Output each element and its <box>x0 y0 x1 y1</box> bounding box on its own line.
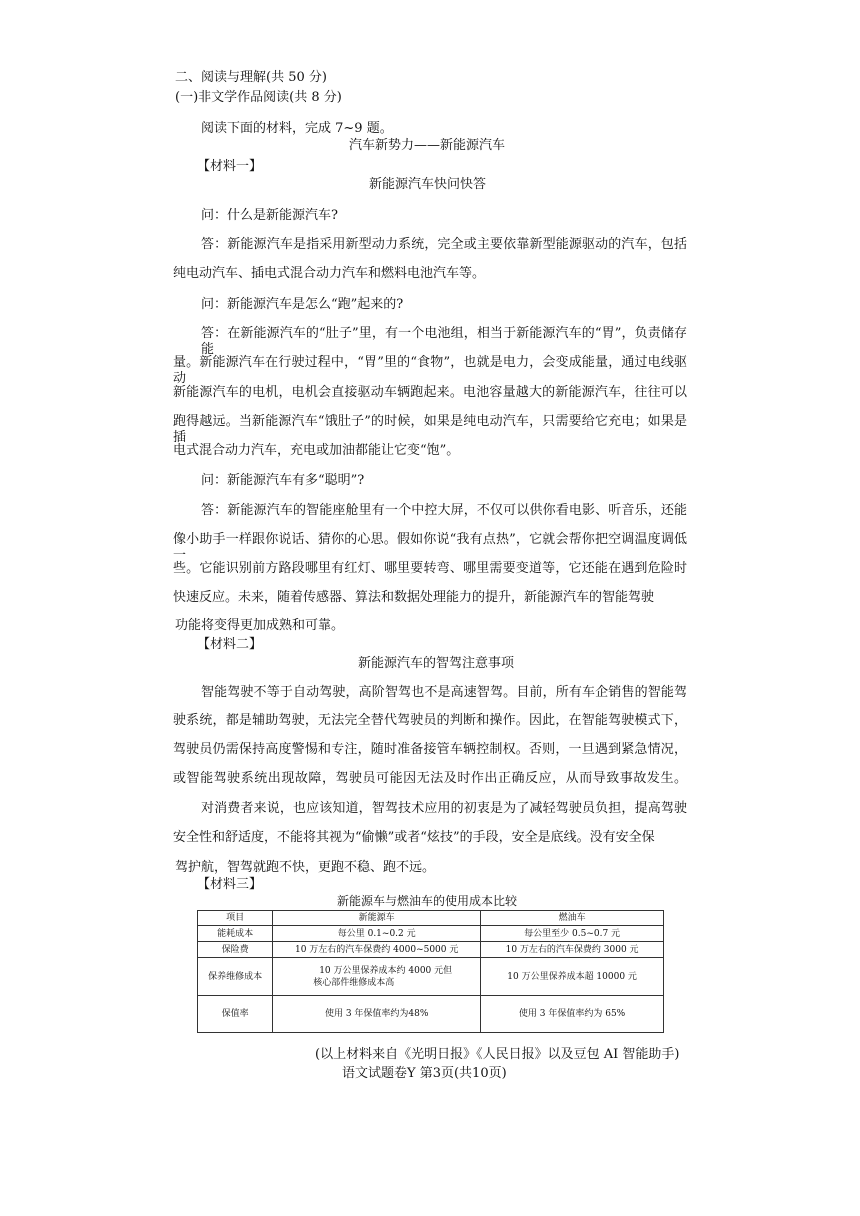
m1-line: 跑得越远。当新能源汽车“饿肚子”的时候，如果是纯电动汽车，只需要给它充电；如果是插 <box>173 414 687 445</box>
table-row <box>198 996 664 1033</box>
reading-instruction: 阅读下面的材料，完成 7~9 题。 <box>201 121 393 136</box>
m2-line: 驶系统，都是辅助驾驶，无法完全替代驾驶员的判断和操作。因此，在智能驾驶模式下， <box>173 713 687 728</box>
m1-line: 功能将变得更加成熟和可靠。 <box>175 618 345 633</box>
m1-line: 快速反应。未来，随着传感器、算法和数据处理能力的提升，新能源汽车的智能驾驶 <box>173 590 655 605</box>
section-heading: 二、阅读与理解(共 50 分) <box>175 70 327 85</box>
m1-line: 电式混合动力汽车，充电或加油都能让它变“饱”。 <box>173 443 460 458</box>
m1-line: 纯电动汽车、插电式混合动力汽车和燃料电池汽车等。 <box>173 266 486 281</box>
material3-label: 【材料三】 <box>197 877 263 892</box>
source-note: (以上材料来自《光明日报》《人民日报》以及豆包 AI 智能助手) <box>315 1047 680 1062</box>
m1-line: 问：新能源汽车是怎么“跑”起来的? <box>201 297 404 312</box>
page-number: 语文试题卷Y 第3页(共10页) <box>342 1066 507 1081</box>
table-header-cell: 新能源车 <box>273 911 481 926</box>
material2-label: 【材料二】 <box>197 637 263 652</box>
table-cell <box>273 958 481 996</box>
table-cell: 保养维修成本 <box>198 958 273 996</box>
table-header-row <box>198 911 664 926</box>
material3-title: 新能源车与燃油车的使用成本比较 <box>337 894 518 908</box>
cost-comparison-table <box>197 910 664 1033</box>
table-cell: 10 万左右的汽车保费约 4000~5000 元 <box>273 942 481 958</box>
table-header-cell: 燃油车 <box>481 911 664 926</box>
table-cell: 10 万公里保养成本超 10000 元 <box>481 958 664 996</box>
material1-label: 【材料一】 <box>197 159 263 174</box>
m1-line: 量。新能源汽车在行驶过程中，“胃”里的“食物”，也就是电力，会变成能量，通过电线驱动 <box>173 355 687 386</box>
table-cell: 10 万左右的汽车保费约 3000 元 <box>481 942 664 958</box>
m1-line: 问：新能源汽车有多“聪明”? <box>201 473 365 488</box>
table-cell: 使用 3 年保值率约为48% <box>273 996 481 1033</box>
m2-line: 安全性和舒适度，不能将其视为“偷懒”或者“炫技”的手段，安全是底线。没有安全保 <box>173 830 655 845</box>
section-subheading: (一)非文学作品阅读(共 8 分) <box>175 90 342 105</box>
material2-title: 新能源汽车的智驾注意事项 <box>358 656 515 671</box>
m1-line: 答：新能源汽车的智能座舱里有一个中控大屏，不仅可以供你看电影、听音乐，还能 <box>201 503 687 518</box>
table-cell: 使用 3 年保值率约为 65% <box>481 996 664 1033</box>
material1-title: 新能源汽车快问快答 <box>369 177 487 192</box>
table-cell-line: 核心部件维修成本高 <box>313 977 395 988</box>
m1-line: 新能源汽车的电机，电机会直接驱动车辆跑起来。电池容量越大的新能源汽车，往往可以 <box>173 385 687 400</box>
table-cell: 能耗成本 <box>198 926 273 942</box>
article-title: 汽车新势力——新能源汽车 <box>349 138 506 153</box>
m2-line: 驾护航，智驾就跑不快，更跑不稳、跑不远。 <box>175 860 436 875</box>
m2-line: 智能驾驶不等于自动驾驶，高阶智驾也不是高速智驾。目前，所有车企销售的智能驾 <box>201 685 687 700</box>
m1-line: 答：新能源汽车是指采用新型动力系统，完全或主要依靠新型能源驱动的汽车，包括 <box>201 237 687 252</box>
m2-line: 对消费者来说，也应该知道，智驾技术应用的初衷是为了减轻驾驶员负担，提高驾驶 <box>201 801 687 816</box>
m1-line: 答：在新能源汽车的“肚子”里，有一个电池组，相当于新能源汽车的“胃”，负责储存能 <box>201 326 687 357</box>
table-row <box>198 942 664 958</box>
table-cell-line: 10 万公里保养成本约 4000 元但 <box>319 965 453 976</box>
m1-line: 些。它能识别前方路段哪里有红灯、哪里要转弯、哪里需要变道等，它还能在遇到危险时 <box>173 561 687 576</box>
m2-line: 驾驶员仍需保持高度警惕和专注，随时准备接管车辆控制权。否则，一旦遇到紧急情况， <box>173 742 687 757</box>
table-row <box>198 958 664 996</box>
table-cell: 每公里至少 0.5~0.7 元 <box>481 926 664 942</box>
table-cell: 保值率 <box>198 996 273 1033</box>
m1-line: 像小助手一样跟你说话、猜你的心思。假如你说“我有点热”，它就会帮你把空调温度调低一 <box>173 532 687 563</box>
m2-line: 或智能驾驶系统出现故障，驾驶员可能因无法及时作出正确反应，从而导致事故发生。 <box>173 771 687 786</box>
table-header-cell: 项目 <box>198 911 273 926</box>
table-row <box>198 926 664 942</box>
table-cell: 每公里 0.1~0.2 元 <box>273 926 481 942</box>
m1-line: 问：什么是新能源汽车? <box>201 208 338 223</box>
table-cell: 保险费 <box>198 942 273 958</box>
